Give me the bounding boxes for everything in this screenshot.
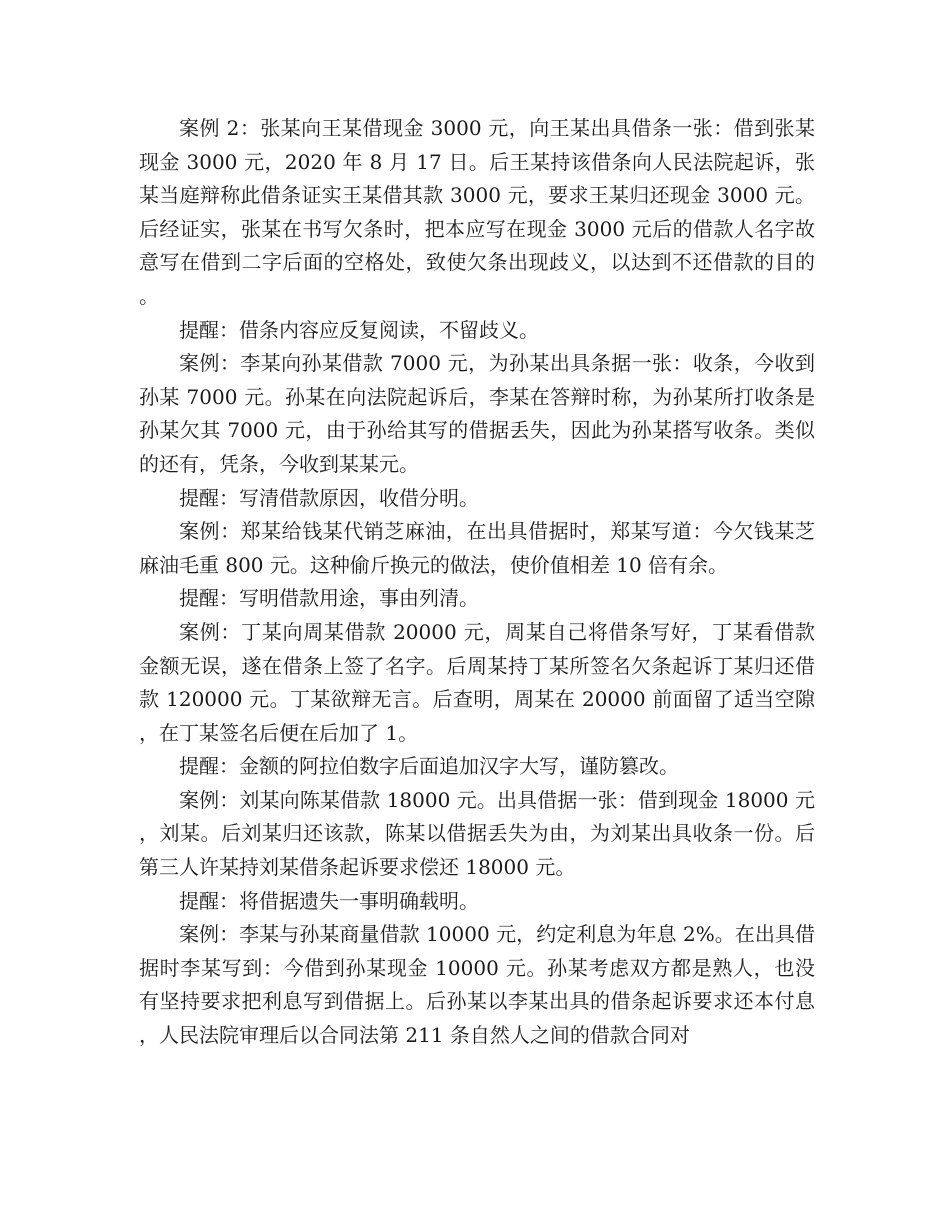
- case-paragraph: 案例：丁某向周某借款 20000 元，周某自己将借条写好，丁某看借款金额无误，遂在借条上签了名字。后周某持丁某所签名欠条起诉丁某归还借款 120000 元。丁某欲辩无言。后查明，周某在 20000 前面留了适当空隙，在丁某签名后便在后加了 1。: [139, 619, 815, 745]
- reminder-paragraph: 提醒：将借据遗失一事明确载明。: [179, 888, 479, 913]
- case-paragraph: 案例：李某与孙某商量借款 10000 元，约定利息为年息 2%。在出具借据时李某写到：今借到孙某现金 10000 元。孙某考虑双方都是熟人，也没有坚持要求把利息写到借据上。后孙某以李某出具的借条起诉要求还本付息，人民法院审理后以合同法第 211 条自然人之间的借款合同对: [139, 922, 815, 1048]
- case-paragraph: 案例：刘某向陈某借款 18000 元。出具借据一张：借到现金 18000 元，刘某。后刘某归还该款，陈某以借据丢失为由，为刘某出具收条一份。后第三人许某持刘某借条起诉要求偿还 18000 元。: [139, 787, 815, 880]
- document-body: [139, 112, 815, 1053]
- reminder-paragraph: 提醒：金额的阿拉伯数字后面追加汉字大写，谨防篡改。: [179, 754, 679, 779]
- case-paragraph: 案例：郑某给钱某代销芝麻油，在出具借据时，郑某写道：今欠钱某芝麻油毛重 800 元。这种偷斤换元的做法，使价值相差 10 倍有余。: [139, 519, 815, 577]
- case-2-paragraph: 案例 2：张某向王某借现金 3000 元，向王某出具借条一张：借到张某现金 3000 元，2020 年 8 月 17 日。后王某持该借条向人民法院起诉，张某当庭辩称此借条证实王某借其款 3000 元，要求王某归还现金 3000 元。后经证实，张某在书写欠条时，把本应写在现金 3000 元后的借款人名字故意写在借到二字后面的空格处，致使欠条出现歧义，以达到不还借款的目的。: [139, 116, 815, 308]
- case-paragraph: 案例：李某向孙某借款 7000 元，为孙某出具条据一张：收条，今收到孙某 7000 元。孙某在向法院起诉后，李某在答辩时称，为孙某所打收条是孙某欠其 7000 元，由于孙给其写的借据丢失，因此为孙某搭写收条。类似的还有，凭条，今收到某某元。: [139, 351, 815, 476]
- reminder-paragraph: 提醒：借条内容应反复阅读，不留歧义。: [179, 317, 539, 342]
- reminder-paragraph: 提醒：写清借款原因，收借分明。: [179, 485, 479, 510]
- reminder-paragraph: 提醒：写明借款用途，事由列清。: [179, 586, 479, 611]
